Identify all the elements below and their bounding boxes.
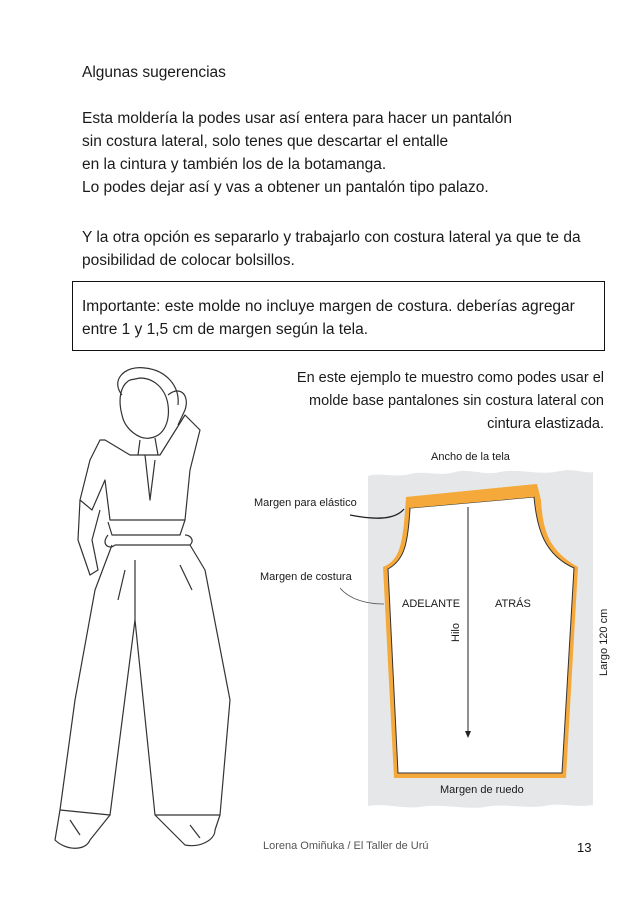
label-margen-elastico: Margen para elástico [254,497,357,509]
label-margen-costura: Margen de costura [260,571,352,583]
important-line: Importante: este molde no incluye margen de costura. deberías agregar [82,298,575,315]
important-line: entre 1 y 1,5 cm de margen según la tela. [82,321,369,338]
paragraph1-line: Esta moldería la podes usar así entera para hacer un pantalón [82,110,512,127]
paragraph1-line: sin costura lateral, solo tenes que descartar el entalle [82,133,449,150]
fashion-figure-illustration [55,368,230,849]
label-margen-ruedo: Margen de ruedo [440,784,524,796]
label-ancho: Ancho de la tela [431,451,510,463]
label-hilo: Hilo [450,623,462,642]
label-atras: ATRÁS [495,598,531,610]
heading: Algunas sugerencias [82,64,226,81]
paragraph1-line: en la cintura y también los de la botamanga. [82,156,387,173]
example-line: cintura elastizada. [487,416,604,432]
example-line: En este ejemplo te muestro como podes usar el [296,370,604,386]
example-line: molde base pantalones sin costura lateral con [308,393,604,409]
footer-author: Lorena Omiñuka / El Taller de Urú [263,840,429,852]
pattern-diagram [340,470,593,808]
page-number: 13 [577,840,592,855]
paragraph2-line: posibilidad de colocar bolsillos. [82,252,295,269]
paragraph2-line: Y la otra opción es separarlo y trabajarlo con costura lateral ya que te da [82,229,581,246]
paragraph1-line: Lo podes dejar así y vas a obtener un pantalón tipo palazo. [82,179,489,196]
label-adelante: ADELANTE [402,598,461,610]
label-largo: Largo 120 cm [598,608,610,676]
